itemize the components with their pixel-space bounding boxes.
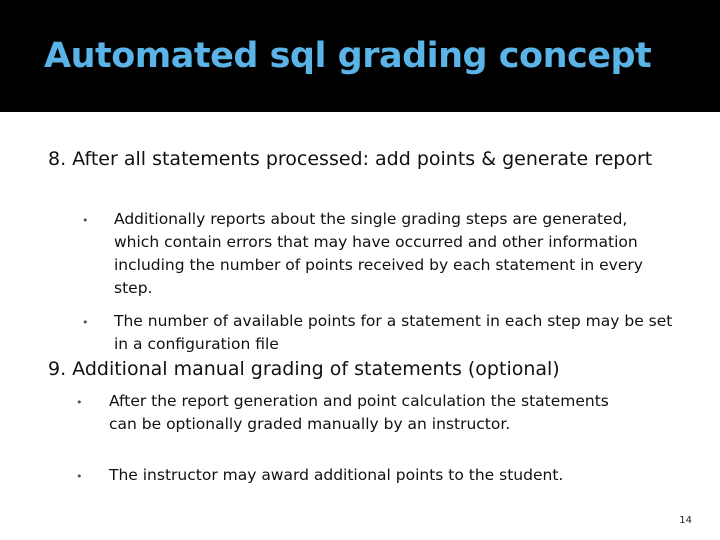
- section-9-bullet-1: After the report generation and point calculation the statements can be optionally graded manually by an instructor.: [109, 392, 609, 433]
- page-number: 14: [679, 515, 692, 526]
- bullet-marker: •: [76, 470, 83, 483]
- section-9-bullet-2: The instructor may award additional points to the student.: [109, 466, 564, 484]
- bullet-marker: •: [82, 214, 89, 227]
- section-8-bullet-2: The number of available points for a statement in each step may be set in a configuration file: [114, 312, 673, 353]
- slide-title: Automated sql grading concept: [44, 36, 652, 76]
- section-8-heading: 8. After all statements processed: add points & generate report: [48, 148, 653, 170]
- section-8-bullet-1: Additionally reports about the single grading steps are generated, which contain errors that may have occurred and other information including the number of points received by each statement in every step.: [114, 210, 643, 297]
- section-9-heading: 9. Additional manual grading of statements (optional): [48, 358, 560, 380]
- bullet-marker: •: [76, 396, 83, 409]
- bullet-marker: •: [82, 316, 89, 329]
